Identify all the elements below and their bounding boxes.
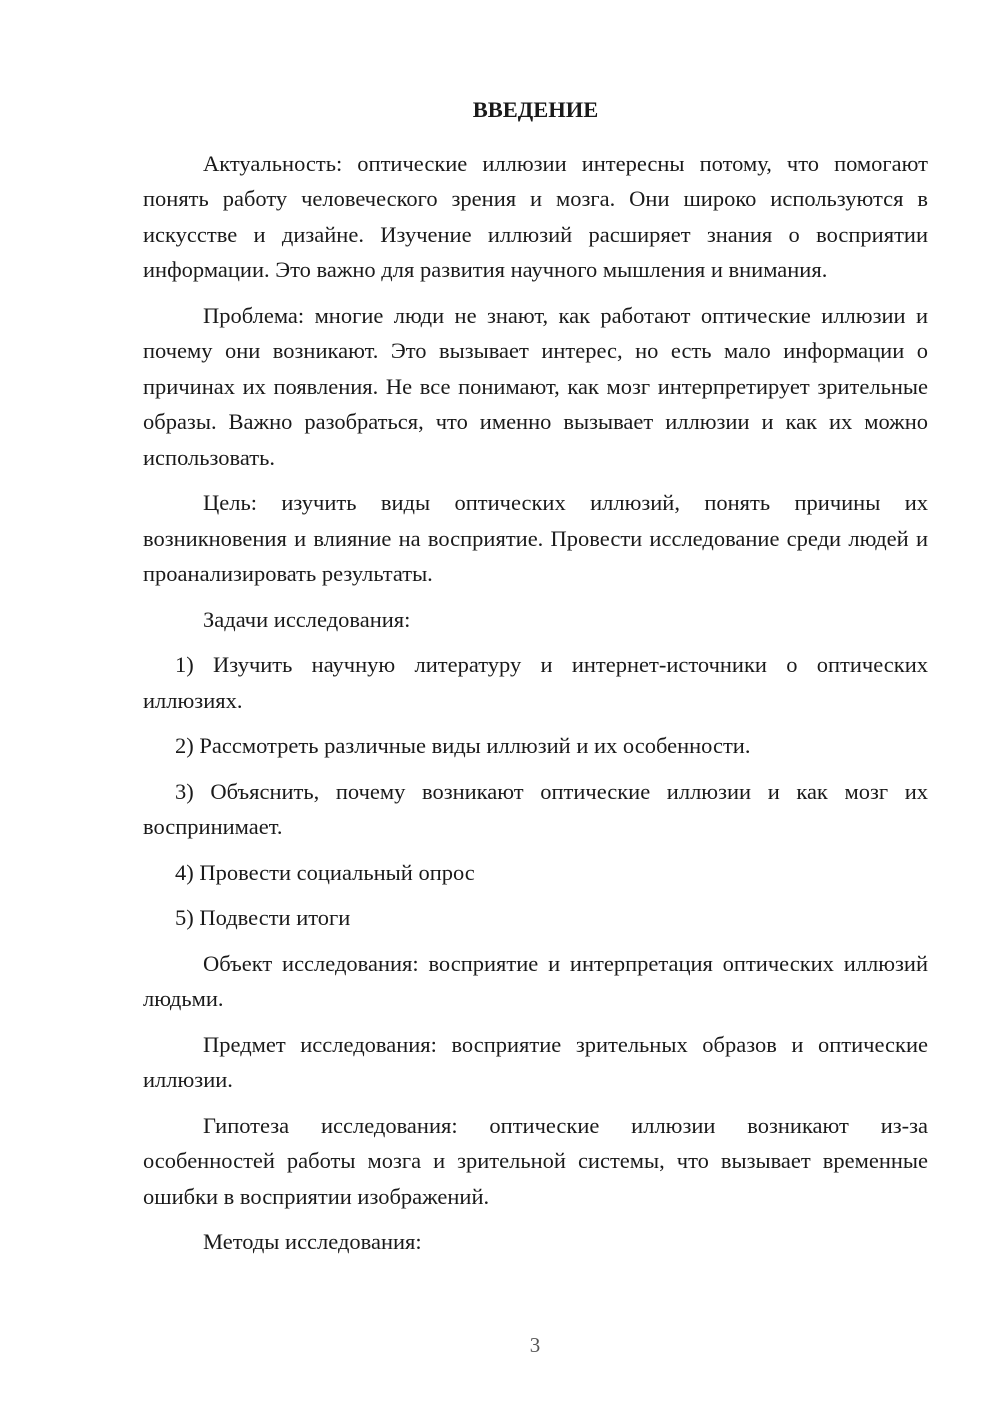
task-item-2: 2) Рассмотреть различные виды иллюзий и их особенности. bbox=[175, 733, 751, 758]
goal-paragraph: Цель: изучить виды оптических иллюзий, понять причины их возникновения и влияние на восприятие. Провести исследование среди людей и проанализировать результаты. bbox=[143, 490, 928, 586]
page-number: 3 bbox=[529, 1333, 541, 1357]
task-item-3: 3) Объяснить, почему возникают оптические иллюзии и как мозг их воспринимает. bbox=[143, 778, 928, 839]
hypothesis-paragraph: Гипотеза исследования: оптические иллюзии возникают из-за особенностей работы мозга и зрительной системы, что вызывает временные ошибки в восприятии изображений. bbox=[143, 1112, 928, 1209]
page-content bbox=[143, 92, 928, 1270]
methods-heading: Методы исследования: bbox=[203, 1229, 422, 1254]
subject-paragraph: Предмет исследования: восприятие зрительных образов и оптические иллюзии. bbox=[143, 1031, 928, 1092]
section-title: ВВЕДЕНИЕ bbox=[472, 97, 599, 122]
relevance-paragraph: Актуальность: оптические иллюзии интересны потому, что помогают понять работу человеческого зрения и мозга. Они широко используются в искусстве и дизайне. Изучение иллюзий расширяет знания о восприятии информации. Это важно для развития научного мышления и внимания. bbox=[143, 150, 928, 282]
problem-paragraph: Проблема: многие люди не знают, как работают оптические иллюзии и почему они возникают. Это вызывает интерес, но есть мало информации о причинах их появления. Не все понимают, как мозг интерпретирует зрительные образы. Важно разобраться, что именно вызывает иллюзии и как их можно использовать. bbox=[143, 302, 928, 470]
task-item-5: 5) Подвести итоги bbox=[175, 905, 351, 930]
task-item-1: 1) Изучить научную литературу и интернет-источники о оптических иллюзиях. bbox=[143, 652, 928, 713]
task-item-4: 4) Провести социальный опрос bbox=[175, 859, 475, 885]
tasks-heading: Задачи исследования: bbox=[203, 606, 411, 632]
object-paragraph: Объект исследования: восприятие и интерпретация оптических иллюзий людьми. bbox=[143, 950, 928, 1011]
